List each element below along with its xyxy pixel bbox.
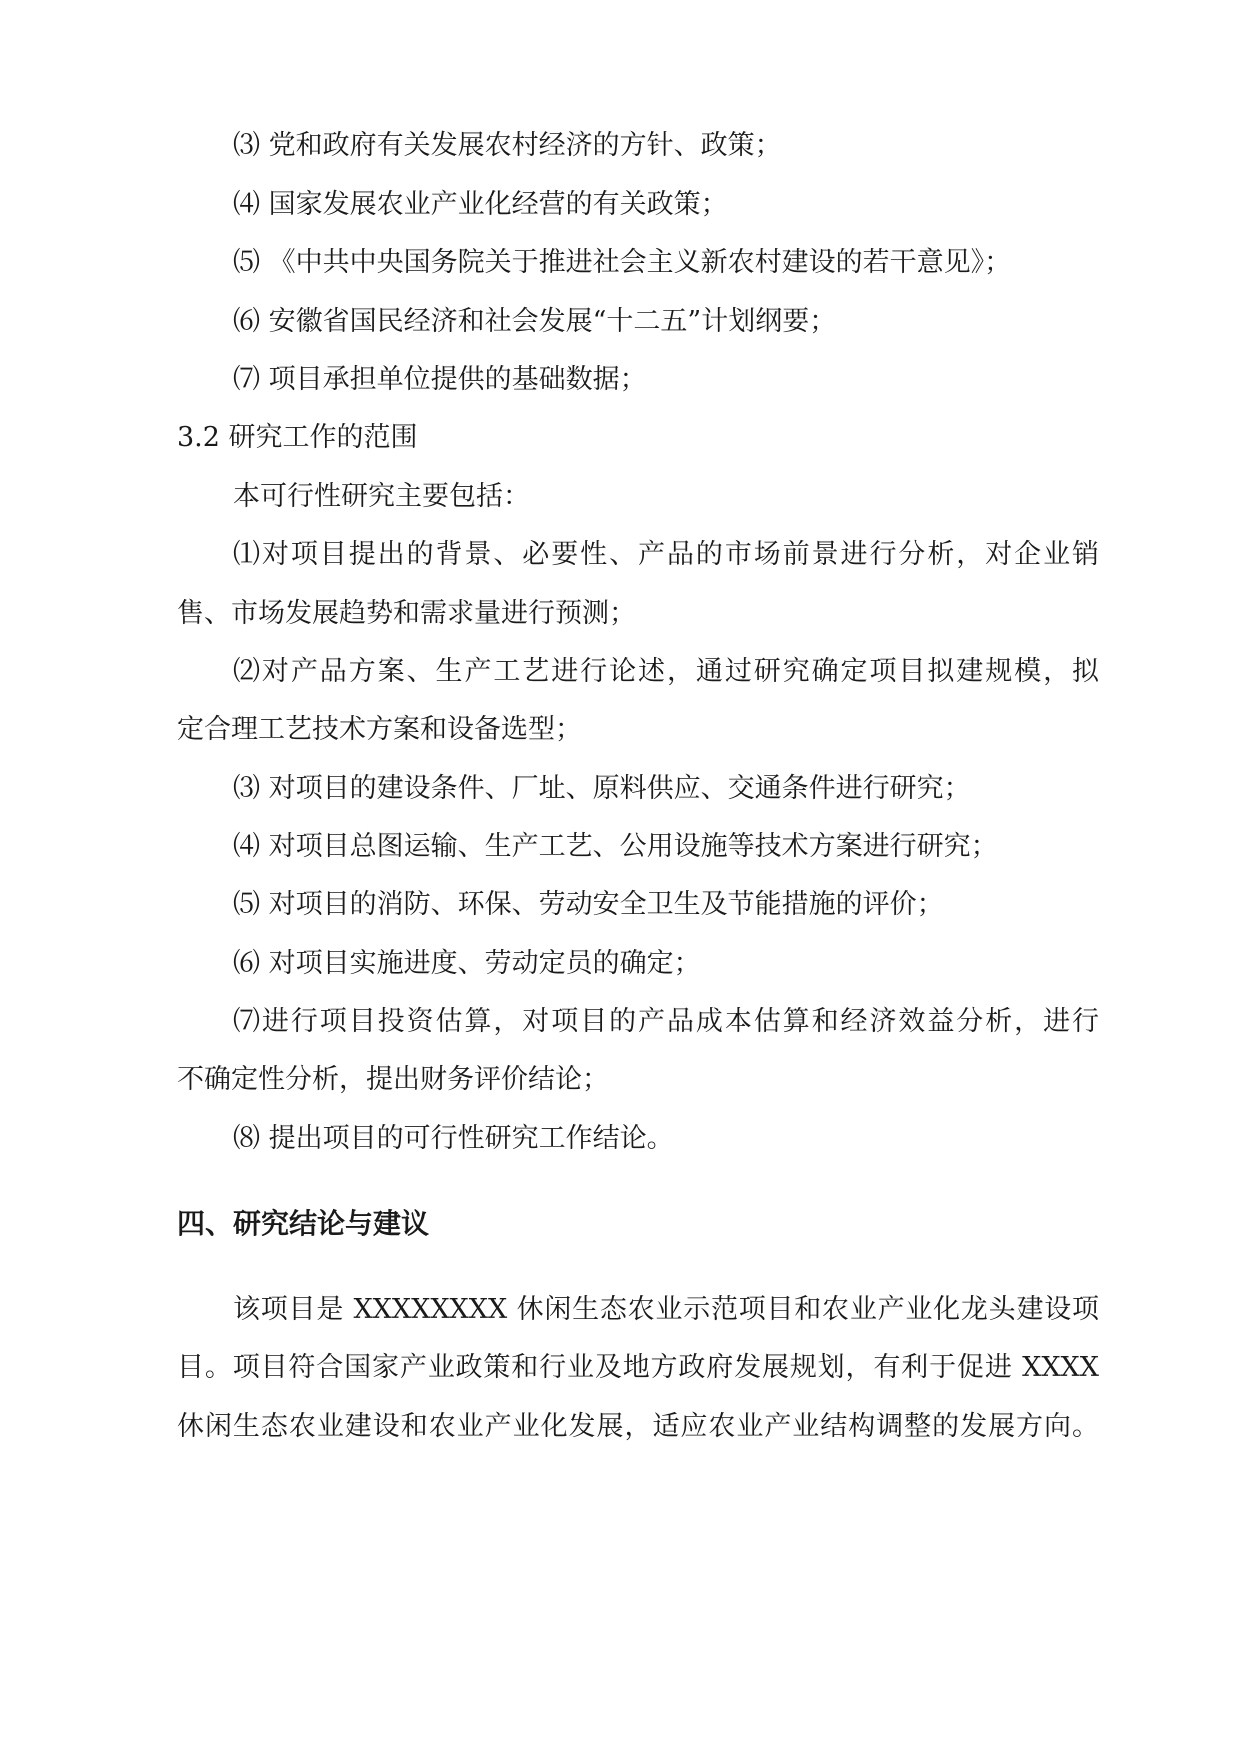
scope-item-4: ⑷ 对项目总图运输、生产工艺、公用设施等技术方案进行研究； (233, 831, 998, 862)
section-4-heading: 四、研究结论与建议 (177, 1207, 430, 1240)
basis-item-4: ⑷ 国家发展农业产业化经营的有关政策； (233, 189, 728, 220)
basis-item-5: ⑸ 《中共中央国务院关于推进社会主义新农村建设的若干意见》； (233, 247, 1012, 278)
scope-item-6: ⑹ 对项目实施进度、劳动定员的确定； (233, 948, 701, 979)
scope-item-2-line-2: 定合理工艺技术方案和设备选型； (177, 714, 582, 745)
scope-item-2-line-1: ⑵对产品方案、生产工艺进行论述，通过研究确定项目拟建规模，拟 (233, 656, 1099, 687)
conclusion-line-3: 休闲生态农业建设和农业产业化发展，适应农业产业结构调整的发展方向。 (177, 1411, 1099, 1442)
scope-item-7-line-2: 不确定性分析，提出财务评价结论； (177, 1064, 609, 1095)
scope-item-3: ⑶ 对项目的建设条件、厂址、原料供应、交通条件进行研究； (233, 773, 971, 804)
conclusion-line-1: 该项目是 XXXXXXXX 休闲生态农业示范项目和农业产业化龙头建设项 (233, 1294, 1099, 1325)
scope-item-7-line-1: ⑺进行项目投资估算，对项目的产品成本估算和经济效益分析，进行 (233, 1006, 1099, 1037)
conclusion-line-2: 目。项目符合国家产业政策和行业及地方政府发展规划，有利于促进 XXXX (177, 1352, 1099, 1383)
scope-item-1-line-1: ⑴对项目提出的背景、必要性、产品的市场前景进行分析，对企业销 (233, 539, 1099, 570)
section-3-2-title: 3.2 研究工作的范围 (177, 422, 418, 453)
basis-item-7: ⑺ 项目承担单位提供的基础数据； (233, 364, 647, 395)
section-3-2-intro: 本可行性研究主要包括： (233, 481, 530, 512)
scope-item-8: ⑻ 提出项目的可行性研究工作结论。 (233, 1123, 674, 1154)
scope-item-5: ⑸ 对项目的消防、环保、劳动安全卫生及节能措施的评价； (233, 889, 944, 920)
basis-item-3: ⑶ 党和政府有关发展农村经济的方针、政策； (233, 130, 782, 161)
basis-item-6: ⑹ 安徽省国民经济和社会发展“十二五”计划纲要； (233, 306, 837, 337)
scope-item-1-line-2: 售、市场发展趋势和需求量进行预测； (177, 598, 636, 629)
